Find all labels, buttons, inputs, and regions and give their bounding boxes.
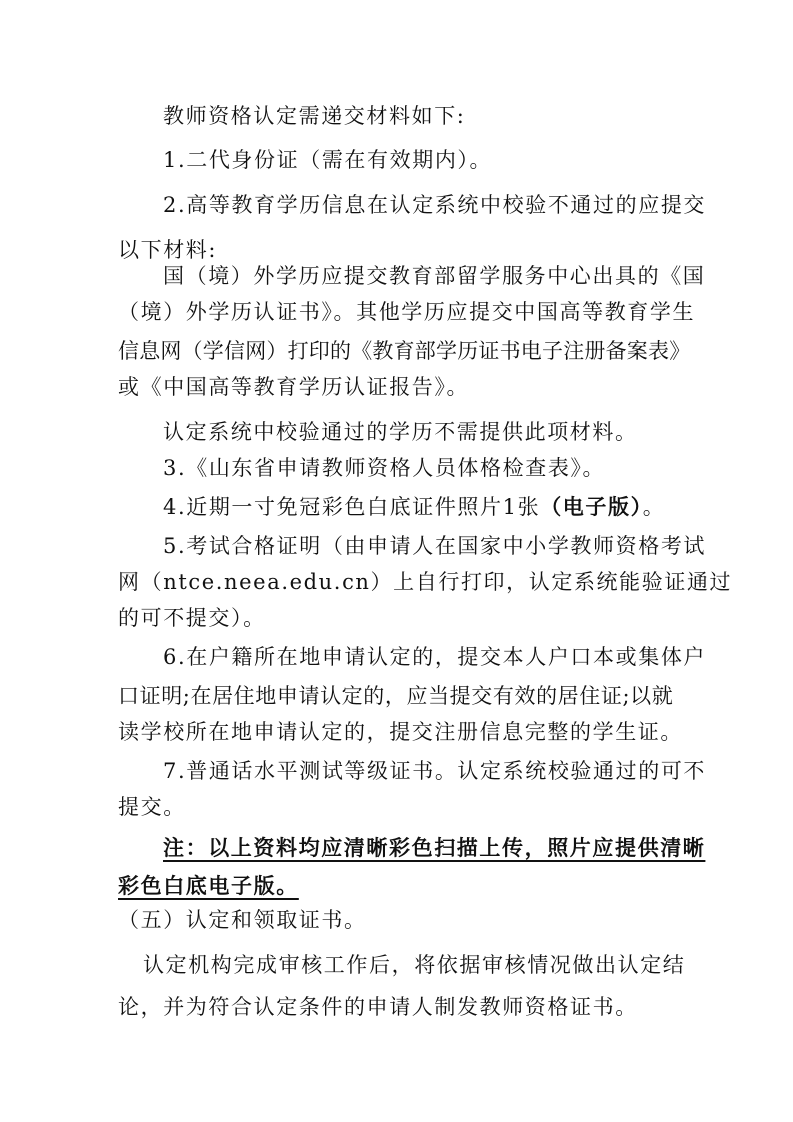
item-2-foreign-line-1: 国（境）外学历应提交教育部留学服务中心出具的《国 bbox=[163, 264, 706, 288]
item-6-line-3: 读学校所在地申请认定的，提交注册信息完整的学生证。 bbox=[118, 720, 683, 744]
item-7-line-2: 提交。 bbox=[118, 795, 186, 819]
intro-heading: 教师资格认定需递交材料如下: bbox=[163, 104, 466, 128]
item-5-line-2: 网（ntce.neea.edu.cn）上自行打印，认定系统能验证通过 bbox=[118, 570, 733, 594]
note-line-2: 彩色白底电子版。 bbox=[118, 873, 299, 898]
item-1: 1.二代身份证（需在有效期内）。 bbox=[163, 148, 493, 172]
item-2-foreign-line-2: （境）外学历认证书》。其他学历应提交中国高等教育学生 bbox=[118, 300, 696, 324]
item-2-foreign-line-4: 或《中国高等教育学历认证报告》。 bbox=[118, 375, 470, 399]
note-line-1: 注：以上资料均应清晰彩色扫描上传，照片应提供清晰 bbox=[163, 835, 706, 860]
item-4 bbox=[163, 492, 665, 522]
section-5-heading: （五）认定和领取证书。 bbox=[118, 908, 367, 932]
item-2-line-2: 以下材料: bbox=[118, 238, 218, 262]
item-7-line-1: 7.普通话水平测试等级证书。认定系统校验通过的可不 bbox=[163, 759, 707, 783]
item-4-emphasis: （电子版） bbox=[540, 494, 643, 519]
closing-line-1: 认定机构完成审核工作后，将依据审核情况做出认定结 bbox=[143, 953, 686, 977]
item-6-line-2: 口证明;在居住地申请认定的，应当提交有效的居住证;以就 bbox=[118, 684, 674, 708]
item-4-text: 4.近期一寸免冠彩色白底证件照片1张 bbox=[163, 495, 541, 519]
item-2-line-1: 2.高等教育学历信息在认定系统中校验不通过的应提交 bbox=[163, 193, 707, 217]
item-4-end: 。 bbox=[642, 495, 666, 519]
item-3: 3.《山东省申请教师资格人员体格检查表》。 bbox=[163, 456, 606, 480]
item-2-foreign-line-3: 信息网（学信网）打印的《教育部学历证书电子注册备案表》 bbox=[118, 339, 691, 363]
item-6-line-1: 6.在户籍所在地申请认定的，提交本人户口本或集体户 bbox=[163, 645, 707, 669]
closing-line-2: 论，并为符合认定条件的申请人制发教师资格证书。 bbox=[118, 995, 638, 1019]
item-5-line-1: 5.考试合格证明（由申请人在国家中小学教师资格考试 bbox=[163, 534, 707, 558]
item-2-note: 认定系统中校验通过的学历不需提供此项材料。 bbox=[163, 420, 638, 444]
item-5-line-3: 的可不提交）。 bbox=[118, 606, 266, 630]
